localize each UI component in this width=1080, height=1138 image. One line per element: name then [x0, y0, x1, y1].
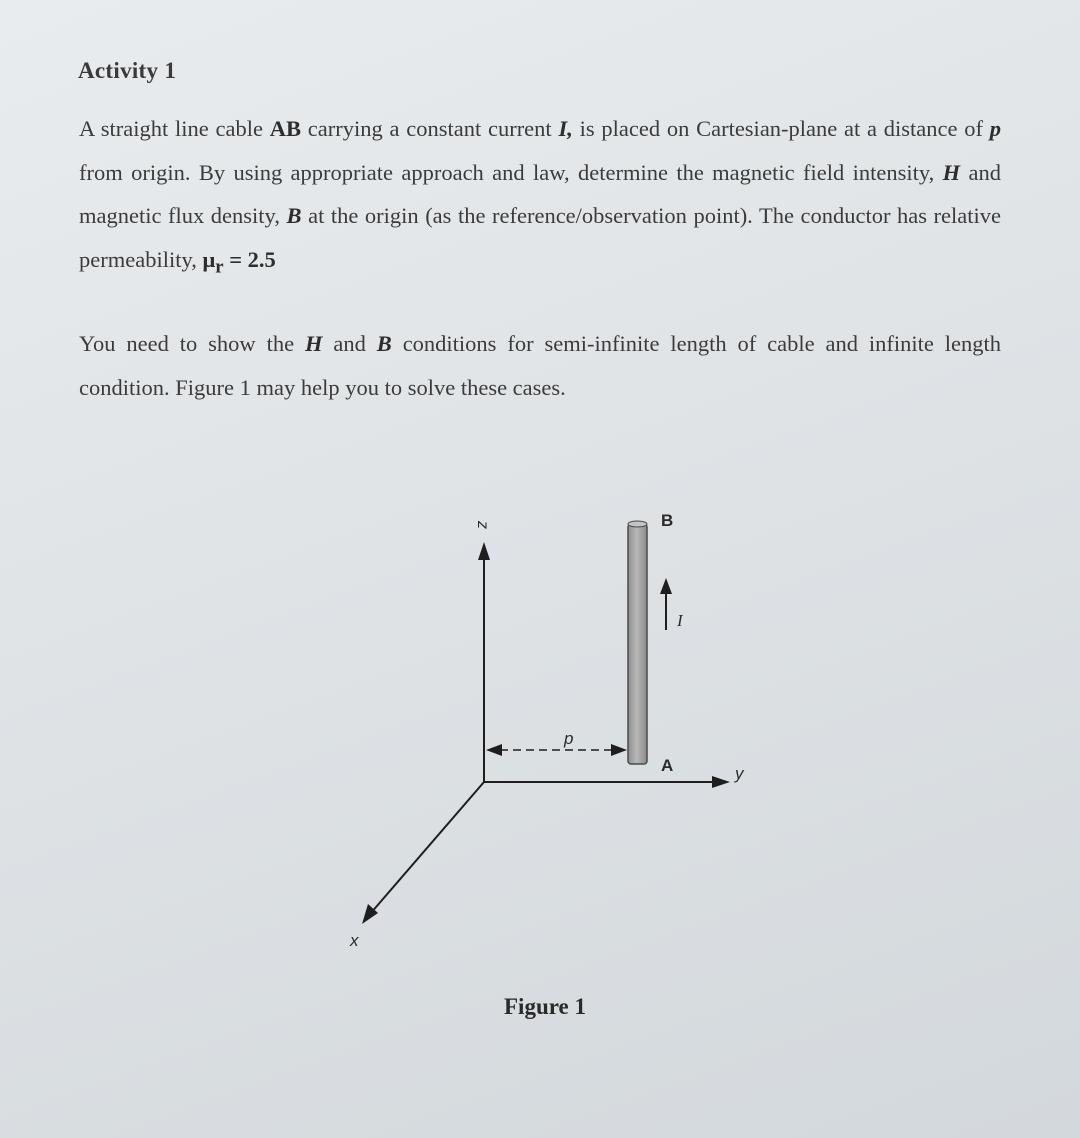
- current-arrow-head: [660, 578, 672, 594]
- text-run: from origin. By using appropriate approach and law, determine the magnetic field intensity,: [79, 159, 943, 185]
- text-run: conditions for semi-infinite length of cable and infinite length condition. Figure 1 may help you to solve these cases.: [79, 331, 1001, 400]
- figure-caption: Figure 1: [504, 994, 586, 1019]
- distance-arrowhead-right: [611, 744, 627, 756]
- distance-arrowhead-left: [486, 744, 502, 756]
- field-intensity-symbol: H: [304, 331, 323, 356]
- field-intensity-symbol: H: [942, 159, 961, 185]
- activity-heading: Activity 1: [78, 58, 177, 83]
- cable-label-bold: AB: [269, 116, 301, 141]
- text-run: carrying a constant current: [301, 116, 559, 141]
- cable-ab: [628, 524, 647, 764]
- permeability-subscript: r: [215, 256, 224, 277]
- text-run: and magnetic flux density,: [79, 159, 1001, 228]
- flux-density-symbol: B: [286, 203, 302, 228]
- current-label: I: [677, 611, 683, 630]
- permeability-symbol: μ: [202, 246, 216, 272]
- x-axis-label: x: [350, 931, 359, 950]
- text-run: and: [322, 331, 377, 356]
- text-run: You need to show the: [79, 331, 305, 356]
- y-axis-arrowhead: [712, 776, 730, 788]
- x-axis-line: [370, 782, 484, 914]
- y-axis-label: y: [735, 764, 744, 783]
- current-symbol: I,: [558, 116, 573, 141]
- z-axis-arrowhead: [478, 542, 490, 560]
- distance-label: p: [564, 729, 574, 748]
- flux-density-symbol: B: [376, 331, 392, 356]
- text-run: is placed on Cartesian-plane at a distance of: [572, 116, 990, 141]
- z-axis-label: z: [474, 521, 491, 529]
- permeability-value: = 2.5: [223, 246, 276, 272]
- cable-end-a-label: A: [661, 756, 674, 775]
- cable-top-cap: [628, 521, 647, 527]
- text-run: A straight line cable: [79, 116, 270, 141]
- distance-symbol: p: [989, 116, 1001, 141]
- cable-end-b-label: B: [661, 511, 674, 530]
- text-run: at the origin (as the reference/observation point). The conductor has relative permeability,: [79, 203, 1001, 272]
